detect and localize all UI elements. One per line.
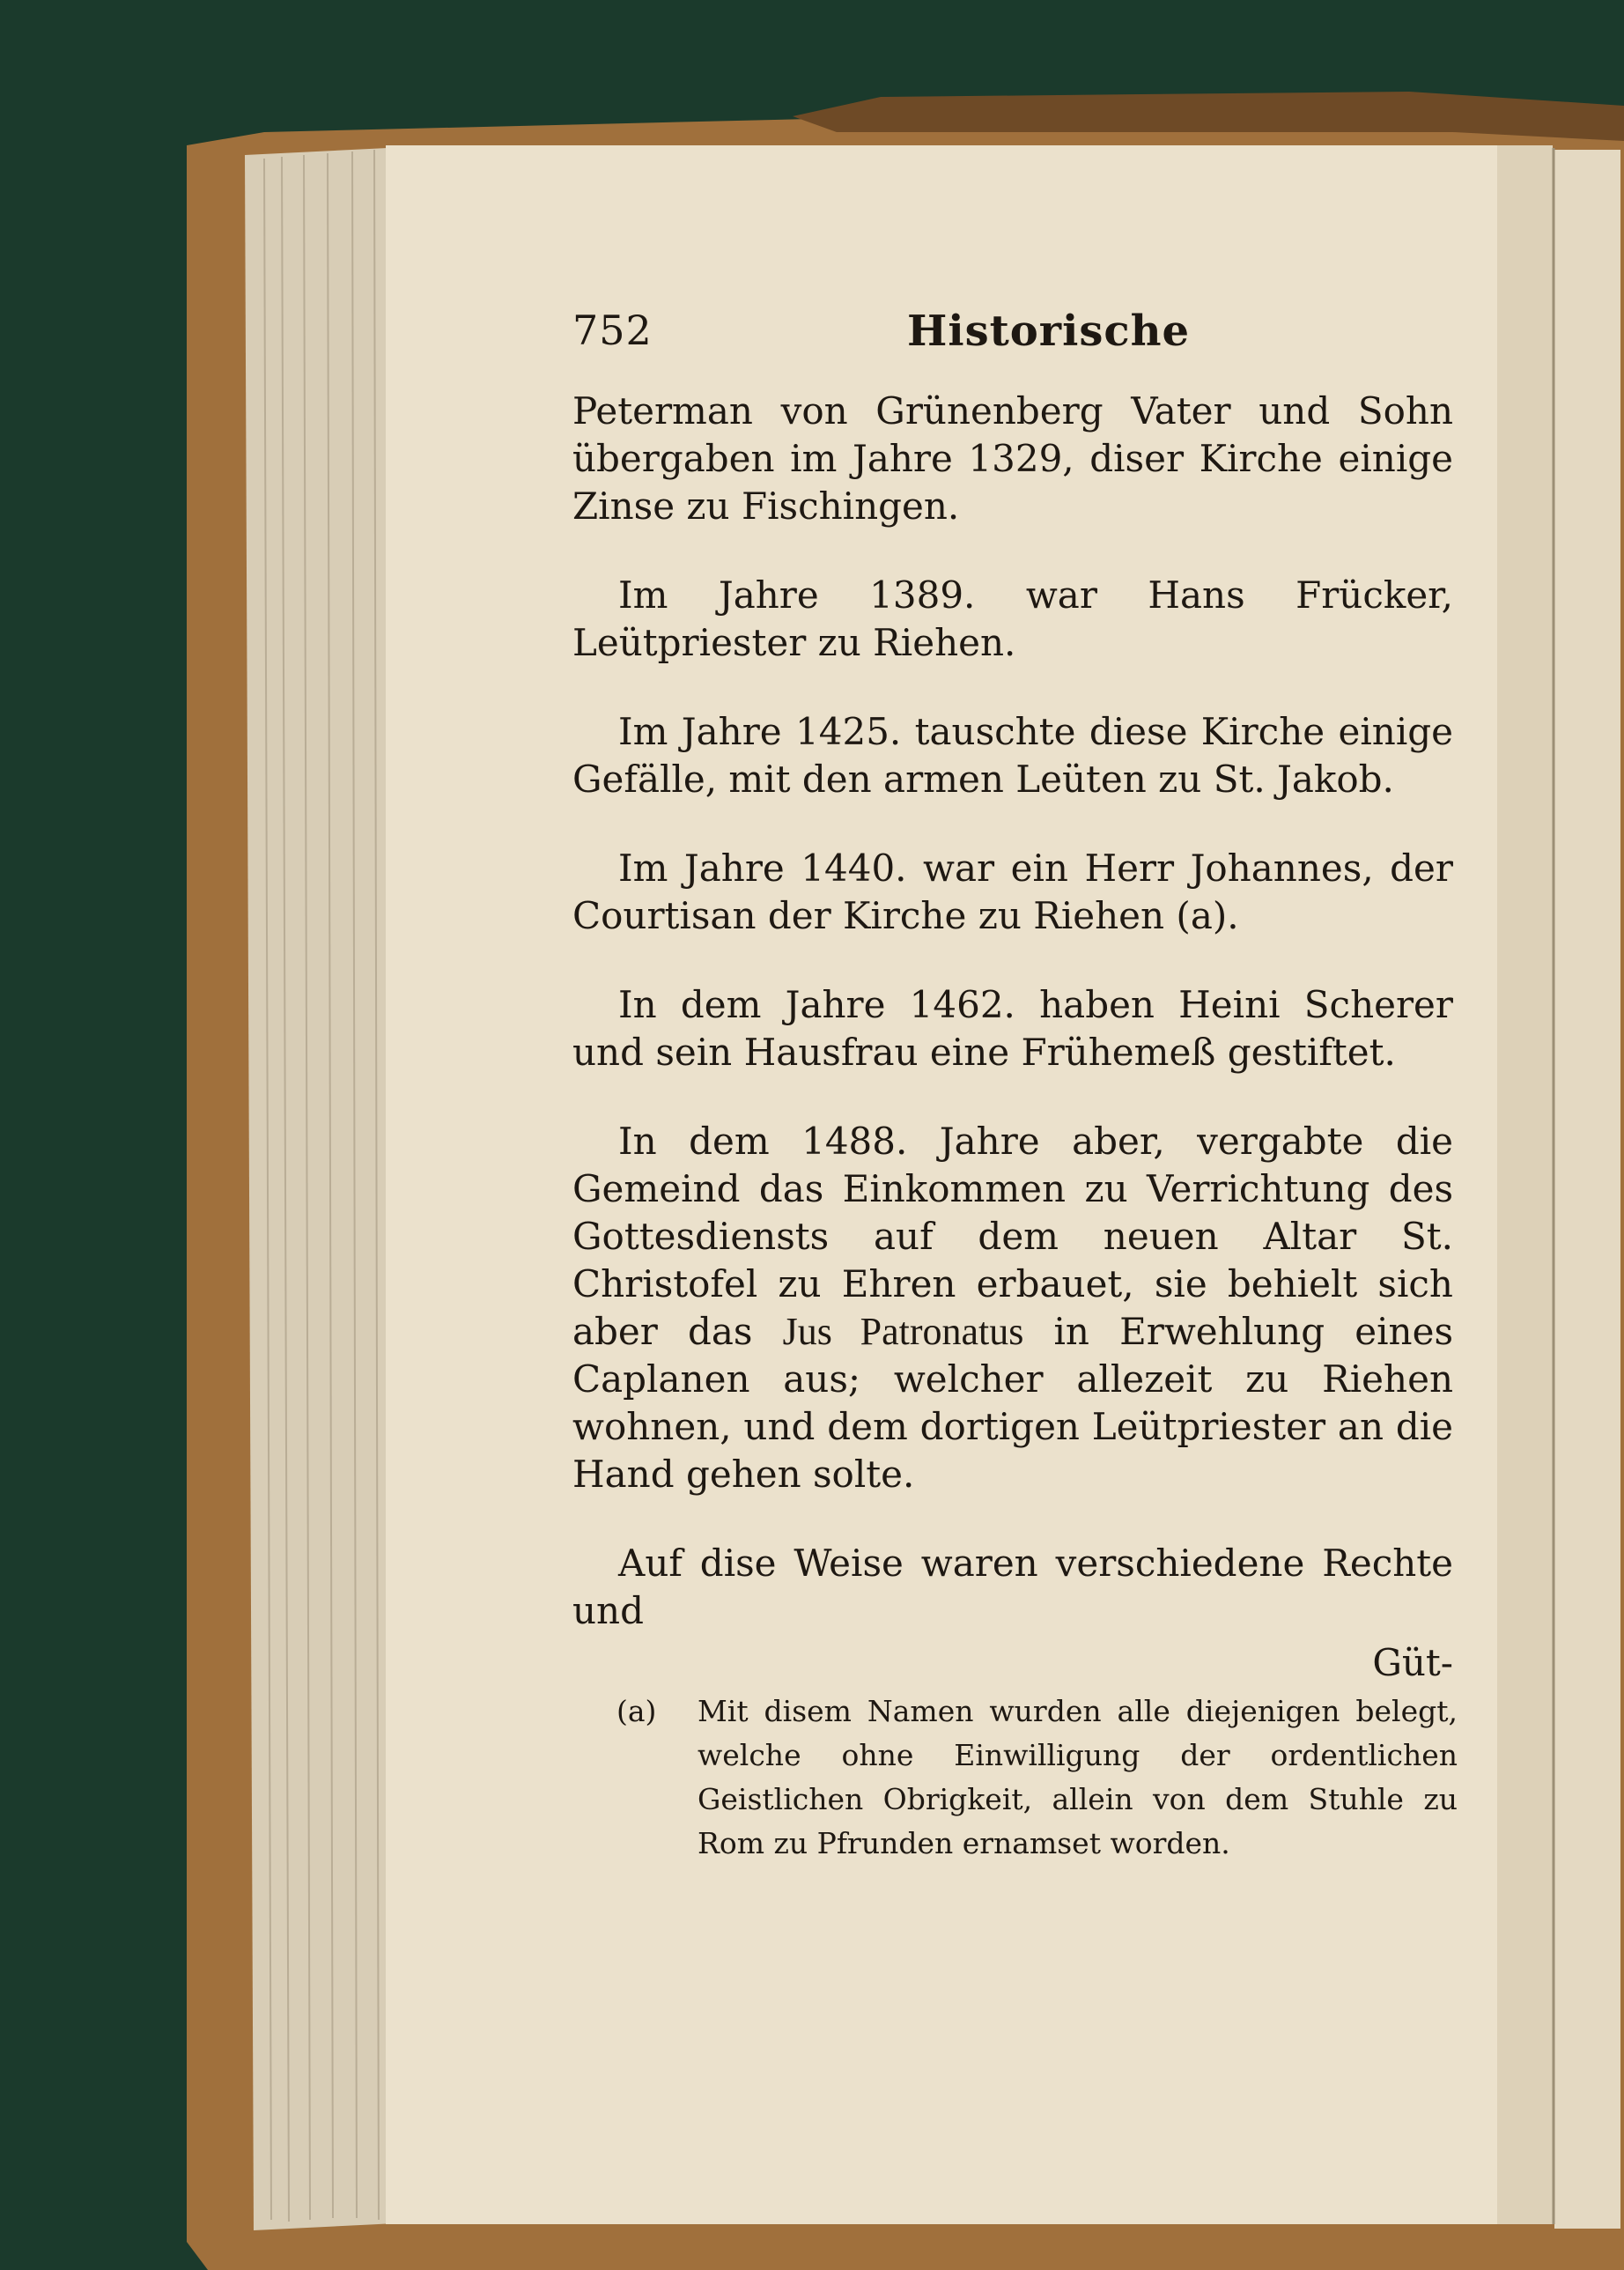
catchword: Güt- [1372,1641,1453,1684]
paragraph: Auf dise Weise waren verschiedene Rechte und [572,1542,1453,1632]
footnote-marker: (a) [616,1694,657,1728]
running-head-title: Historische [907,307,1191,356]
paragraph-text: In dem 1488. Jahre aber, vergabte die Gemeind das Einkommen zu Verrichtung des Gottesdiensts auf dem neuen Altar St. Christofel zu Ehren erbauet, sie behielt sich aber das [572,1120,1453,1353]
footnote [616,1690,1458,1866]
main-text [572,388,1453,1687]
paragraph-text: in Erwehlung eines Caplanen aus; welcher allezeit zu Riehen wohnen, und dem dortigen Leütpriester an die Hand gehen solte. [572,1310,1453,1496]
paragraph: Im Jahre 1425. tauschte diese Kirche einige Gefälle, mit den armen Leüten zu St. Jakob. [572,710,1453,801]
paragraph: In dem Jahre 1462. haben Heini Scherer und sein Hausfrau eine Frühemeß gestiftet. [572,983,1453,1074]
paragraph [572,1118,1453,1498]
running-head [572,307,1453,368]
footnote-text: Mit disem Namen wurden alle diejenigen belegt, welche ohne Einwilligung der ordentlichen Geistlichen Obrigkeit, allein von dem Stuhle zu Rom zu Pfrunden ernamset worden. [698,1694,1458,1860]
paragraph: Im Jahre 1440. war ein Herr Johannes, der Courtisan der Kirche zu Riehen (a). [572,847,1453,937]
latin-term: Jus Patronatus [782,1310,1024,1353]
paragraph: Peterman von Grünenberg Vater und Sohn übergaben im Jahre 1329, diser Kirche einige Zinse zu Fischingen. [572,389,1453,528]
paragraph: Im Jahre 1389. war Hans Frücker, Leütpriester zu Riehen. [572,573,1453,664]
page-number: 752 [572,307,653,354]
